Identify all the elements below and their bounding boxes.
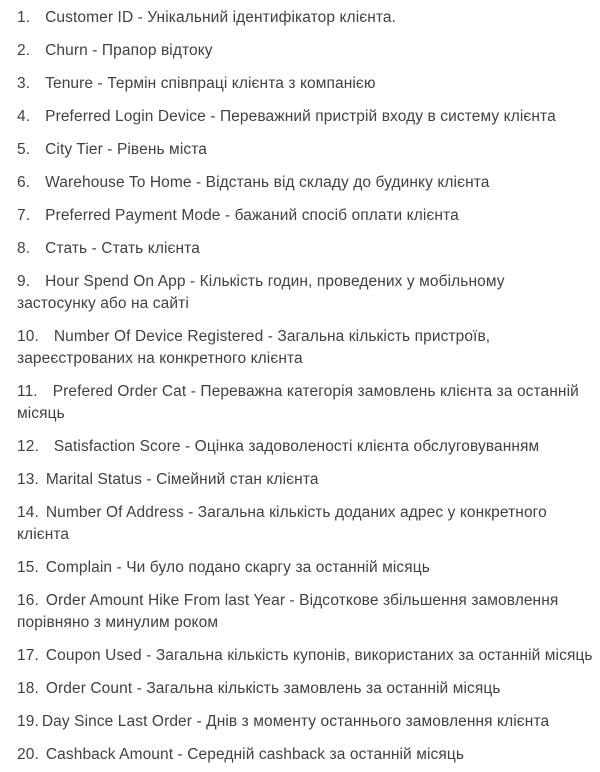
item-gap xyxy=(30,219,45,220)
item-text-line: зареєстрованих на конкретного клієнта xyxy=(17,350,303,367)
list-item xyxy=(17,205,594,227)
item-gap xyxy=(39,571,46,572)
list-item xyxy=(17,7,594,29)
item-number: 5. xyxy=(17,141,31,158)
item-gap xyxy=(30,54,45,55)
item-text-line: Cashback Amount - Середній cashback за останній місяць xyxy=(45,746,465,763)
list-item xyxy=(17,238,594,260)
item-number: 1. xyxy=(17,9,31,26)
item-gap xyxy=(30,153,45,154)
item-number: 15. xyxy=(17,559,39,576)
item-text-line: Complain - Чи було подано скаргу за останній місяць xyxy=(45,559,430,576)
item-text-line: порівняно з минулим роком xyxy=(17,614,219,631)
list-item xyxy=(17,271,594,315)
item-text-line: Tenure - Термін співпраці клієнта з компанією xyxy=(45,75,376,92)
list-item xyxy=(17,590,594,634)
item-number: 16. xyxy=(17,592,39,609)
item-gap xyxy=(39,340,54,341)
item-text-line: Satisfaction Score - Оцінка задоволеності клієнта обслуговуванням xyxy=(53,438,540,455)
list-item xyxy=(17,326,594,370)
item-gap xyxy=(39,516,46,517)
item-gap xyxy=(39,758,46,759)
item-number: 14. xyxy=(17,504,39,521)
item-gap xyxy=(30,21,45,22)
list-item xyxy=(17,502,594,546)
item-text-line: City Tier - Рівень міста xyxy=(45,141,207,158)
list-item xyxy=(17,645,594,667)
item-text-line: Prefered Order Cat - Переважна категорія замовлень клієнта за останній xyxy=(52,383,579,400)
item-text-line: Number Of Address - Загальна кількість доданих адрес у конкретного xyxy=(45,504,547,521)
item-number: 8. xyxy=(17,240,31,257)
item-gap xyxy=(39,659,46,660)
item-text-line: Hour Spend On App - Кількість годин, проведених у мобільному xyxy=(45,273,505,290)
item-number: 6. xyxy=(17,174,31,191)
item-text-line: застосунку або на сайті xyxy=(17,295,189,312)
item-gap xyxy=(30,120,45,121)
item-number: 4. xyxy=(17,108,31,125)
item-gap xyxy=(30,87,45,88)
item-number: 17. xyxy=(17,647,39,664)
list-item xyxy=(17,711,594,733)
list-item xyxy=(17,436,594,458)
item-text-line: Customer ID - Унікальний ідентифікатор клієнта. xyxy=(45,9,397,26)
list-item xyxy=(17,557,594,579)
item-text-line: Coupon Used - Загальна кількість купонів, використаних за останній місяць xyxy=(45,647,593,664)
list-item xyxy=(17,40,594,62)
item-text-line: Order Count - Загальна кількість замовлень за останній місяць xyxy=(45,680,501,697)
item-number: 20. xyxy=(17,746,39,763)
item-text-line: Day Since Last Order - Днів з моменту останнього замовлення клієнта xyxy=(41,713,550,730)
item-gap xyxy=(30,285,45,286)
item-number: 18. xyxy=(17,680,39,697)
item-text-line: клієнта xyxy=(17,526,70,543)
item-number: 9. xyxy=(17,273,31,290)
item-number: 3. xyxy=(17,75,31,92)
item-number: 10. xyxy=(17,328,39,345)
item-text-line: Стать - Стать клієнта xyxy=(45,240,200,257)
item-number: 19. xyxy=(17,713,39,730)
item-text-line: Warehouse To Home - Відстань від складу до будинку клієнта xyxy=(45,174,490,191)
item-text-line: Preferred Payment Mode - бажаний спосіб оплати клієнта xyxy=(45,207,459,224)
list-item xyxy=(17,73,594,95)
item-text-line: Number Of Device Registered - Загальна кількість пристроїв, xyxy=(53,328,491,345)
item-text-line: Marital Status - Сімейний стан клієнта xyxy=(45,471,319,488)
item-text-line: Churn - Прапор відтоку xyxy=(45,42,213,59)
item-gap xyxy=(30,186,45,187)
item-number: 12. xyxy=(17,438,39,455)
item-number: 13. xyxy=(17,471,39,488)
item-gap xyxy=(38,395,53,396)
list-item xyxy=(17,139,594,161)
item-gap xyxy=(39,604,46,605)
list-item xyxy=(17,172,594,194)
item-text-line: місяць xyxy=(17,405,65,422)
item-text-line: Order Amount Hike From last Year - Відсоткове збільшення замовлення xyxy=(45,592,559,609)
item-gap xyxy=(39,450,54,451)
list-item xyxy=(17,469,594,491)
item-number: 11. xyxy=(17,383,38,400)
list-item xyxy=(17,744,594,766)
item-number: 7. xyxy=(17,207,31,224)
list-item xyxy=(17,106,594,128)
item-gap xyxy=(39,692,46,693)
item-text-line: Preferred Login Device - Переважний пристрій входу в систему клієнта xyxy=(45,108,556,125)
item-gap xyxy=(30,252,45,253)
item-number: 2. xyxy=(17,42,31,59)
item-gap xyxy=(39,483,46,484)
list-item xyxy=(17,381,594,425)
list-item xyxy=(17,678,594,700)
